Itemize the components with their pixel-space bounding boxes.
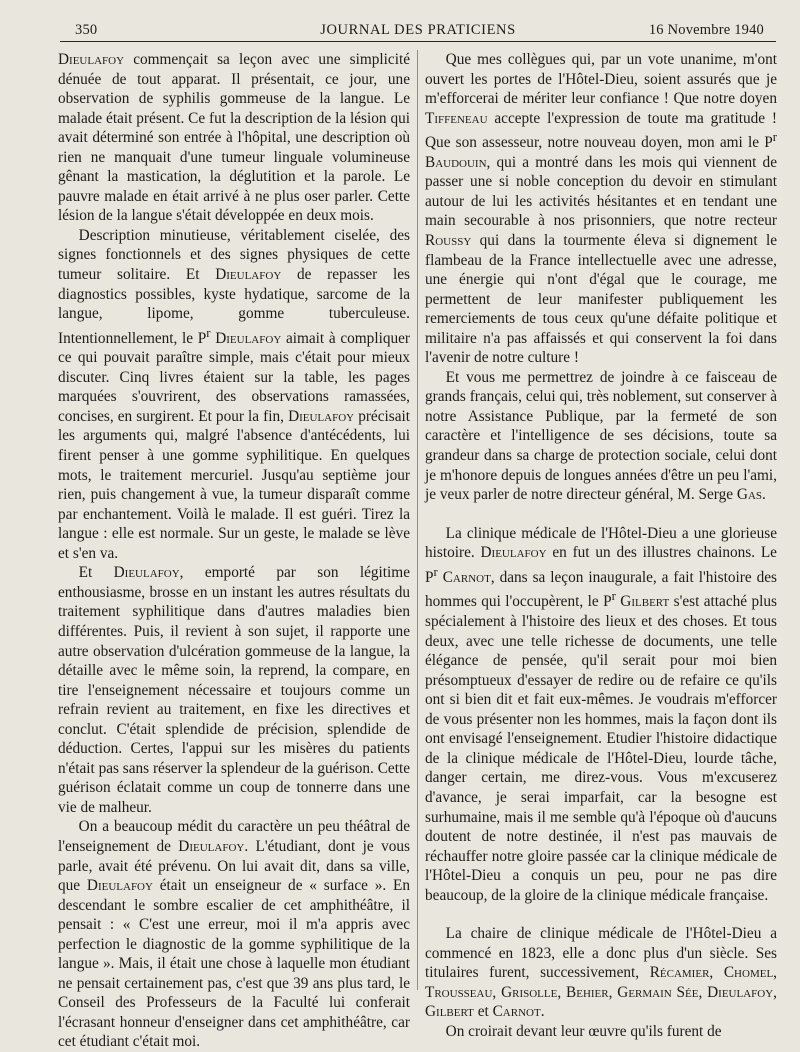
text: aimait à compliquer ce qui pouvait paraître simple, mais c'était pour mieux discuter. Cinq livres étaient sur la table, les pages marquées s'ouvrirent, des observations ramassées, concises, en surgirent. Et pour la fin, — [58, 329, 410, 425]
issue-date: 16 Novembre 1940 — [648, 22, 764, 38]
surname: Dieulafoy — [178, 837, 245, 855]
surname: Dieulafoy — [707, 983, 774, 1001]
journal-title: JOURNAL DES PRATICIENS — [320, 22, 516, 38]
text: . L'étudiant, dont je vous parle, avait été prévenu. On lui avait dit, dans sa ville, que — [58, 837, 410, 895]
paragraph — [425, 924, 777, 1022]
text: On a beaucoup médit du caractère un peu théâtral de l'enseignement de — [58, 818, 410, 855]
surname: Dieulafoy — [480, 544, 547, 562]
text: , — [557, 983, 567, 1001]
header-rule — [60, 41, 776, 42]
page-header — [60, 20, 776, 42]
text: Et vous me permettrez de joindre à ce faisceau de grands français, celui qui, très noblement, sut conserver à notre Assistance Publique, par la fermeté de son caractère et l'intelligence de ses décisions, toute sa grandeur dans sa charge de protection sociale, celui dont je m'honore depuis de longues années d'être un peu l'ami, je veux parler de notre directeur général, M. Serge — [425, 368, 777, 504]
surname: Behier — [566, 983, 609, 1001]
text: La chaire de clinique médicale de l'Hôtel-Dieu a commencé en 1823, elle a donc plus d'un siècle. Ses titulaires furent, successivement, — [425, 925, 777, 982]
text: et — [473, 1003, 493, 1021]
text: , dans sa leçon inaugurale, a fait l'histoire des hommes qui l'occupèrent, le P — [425, 568, 777, 611]
surname: Roussy — [425, 232, 472, 250]
page-number: 350 — [75, 22, 98, 38]
paragraph — [58, 817, 410, 1052]
surname: Tiffeneau — [425, 109, 488, 127]
surname: Dieulafoy — [215, 266, 282, 284]
surname: Gilbert — [425, 1003, 474, 1021]
text: Description minutieuse, véritablement ciselée, des signes fonctionnels et des signes physiques de cette tumeur solitaire. Et — [58, 226, 410, 284]
surname: Dieulafoy — [215, 329, 282, 347]
paragraph-gap — [425, 505, 777, 524]
text: de repasser les diagnostics possibles, kyste hydatique, sarcome de la langue, lipome, gomme tuberculeuse. Intentionnellement, le P — [58, 266, 410, 347]
text: en fut un des illustres chainons. Le P — [425, 544, 777, 586]
column-divider — [417, 50, 418, 990]
surname: Dieulafoy — [288, 407, 355, 425]
paragraph-gap — [425, 905, 777, 924]
text: accepte l'expression de toute ma gratitude ! Que son assesseur, notre nouveau doyen, mon ami le P — [425, 109, 777, 152]
title-abbrev: r — [433, 564, 438, 579]
surname: Dieulafoy — [113, 564, 180, 582]
text: , emporté par son légitime enthousiasme, brosse en un instant les autres résultats du traitement syphilitique dans d'autres maladies bien différentes. Puis, il revient à son sujet, il rapporte une autre observation d'ulcération gommeuse de la langue, la détaille avec le même soin, la reprend, la compare, en tire l'enseignement nécessaire et toujours comme un refrain revient au traitement, en fixe les directives et conclut. C'était splendide de précision, splendide de déduction. Certes, l'appui sur les misères du patients n'était pas sans réserver la splendeur de la guérison. Cette guérison éclatait comme un coup de tonnerre dans une vie de malheur. — [58, 564, 410, 816]
paragraph — [425, 368, 777, 505]
surname: Gilbert — [620, 593, 670, 611]
text: , qui a montré dans les mois qui viennent de passer une si noble conception du devoir en stimulant autour de lui les activités hésitantes et en tendant une main secourable à nos prisonniers, que notre recteur — [425, 153, 777, 230]
title-abbrev: r — [611, 589, 616, 604]
paragraph — [425, 50, 777, 368]
surname: Trousseau — [425, 983, 493, 1001]
text: , — [773, 964, 777, 982]
title-abbrev: r — [206, 325, 211, 340]
text: Et — [78, 564, 114, 582]
text: On croirait devant leur œuvre qu'ils furent de — [445, 1022, 722, 1040]
surname: Carnot — [442, 568, 491, 586]
surname: Grisolle — [501, 983, 558, 1001]
text: , — [773, 983, 777, 1001]
paragraph — [425, 1022, 777, 1042]
text: Que mes collègues qui, par un vote unanime, m'ont ouvert les portes de l'Hôtel-Dieu, soient assurés que je m'efforcerai de mériter leur confiance ! Que notre doyen — [425, 51, 777, 108]
surname: Dieulafoy — [58, 51, 125, 68]
surname: Gas — [736, 486, 762, 504]
text: La clinique médicale de l'Hôtel-Dieu a une glorieuse histoire. — [425, 524, 777, 562]
surname: Récamier — [649, 964, 710, 982]
paragraph — [425, 524, 777, 906]
text: qui dans la tourmente éleva si dignement le flambeau de la France intellectuelle avec une adresse, une énergie qui n'ont d'égal que le courage, me permettent de leur manifester publiquement les remerciements de tous ceux qu'une défaite politique et militaire n'a pas affaissés et qui conservent la foi dans l'avenir de notre culture ! — [425, 232, 777, 367]
text: , — [492, 983, 502, 1001]
text: , — [709, 964, 724, 982]
text: , — [698, 983, 708, 1001]
text: , — [608, 983, 618, 1001]
text: était un enseigneur de « surface ». En descendant le sombre escalier de cet amphithéâtre, il pensait : « C'est une erreur, moi il m'a appris avec perfection le diagnostic de la gomme syphilitique de la langue ». Mais, il était une chose à laquelle mon étudiant ne pensait certainement pas, c'est que 39 ans plus tard, le Conseil des Professeurs de la Faculté lui conferait l'écrasant honneur d'enseigner dans cet amphithéâtre, car cet étudiant c'était moi. — [58, 877, 410, 1051]
paragraph — [58, 50, 410, 226]
surname: Carnot — [492, 1003, 541, 1021]
surname: Chomel — [723, 964, 774, 982]
text: . — [540, 1003, 545, 1021]
surname: Germain Sée — [617, 983, 699, 1001]
surname: Baudouin — [425, 153, 487, 171]
text: commençait sa leçon avec une simplicité dénuée de tout apparat. Il présentait, ce jour, une observation de syphilis gommeuse de la langue. Le malade était présent. Ce fut la description de la lésion qui avait déterminé son entrée à l'hôpital, une description où rien ne manquait d'une tumeur linguale volumineuse gênant la mastication, la déglutition et la parole. Le pauvre malade en était arrivé à ne plus oser parler. Cette lésion de la langue s'était développée en deux mois. — [58, 51, 410, 225]
text: précisait les arguments qui, malgré l'absence d'antécédents, lui firent penser à une gomme syphilitique. En quelques mots, le traitement mercuriel. Jusqu'au septième jour rien, puis changement à vue, la tumeur disparaît comme par enchantement. Voilà le malade. Il est guéri. Tirez la langue : elle est normale. Sur un geste, le malade se lève et s'en va. — [58, 407, 411, 562]
paragraph — [58, 226, 410, 563]
surname: Dieulafoy — [86, 877, 153, 895]
right-column — [425, 50, 777, 1042]
left-column — [58, 50, 410, 1052]
paragraph — [58, 563, 410, 817]
title-abbrev: r — [772, 130, 777, 145]
text: s'est attaché plus spécialement à l'histoire des lieux et des choses. Et tous deux, avec une telle richesse de documents, une telle élégance de pensée, qu'il serait pour moi bien présomptueux d'essayer de redire ou de refaire ce qu'ils ont si bien dit et fait eux-mêmes. Je voudrais m'efforcer de vous présenter non les hommes, mais la façon dont ils ont envisagé l'enseignement. Etudier l'histoire didactique de la clinique médicale de l'Hôtel-Dieu, lourde tâche, danger certain, me direz-vous. Vous m'excuserez d'avance, je serai imparfait, car la besogne est surhumaine, mais il me semble qu'à l'époque où d'aucuns doutent de notre destinée, il n'est pas mauvais de réchauffer notre gloire passée car la clinique médicale de l'Hôtel-Dieu a conquis un peu, pour ne pas dire beaucoup, de la gloire de la clinique médicale française. — [425, 593, 778, 904]
text: . — [762, 486, 766, 504]
